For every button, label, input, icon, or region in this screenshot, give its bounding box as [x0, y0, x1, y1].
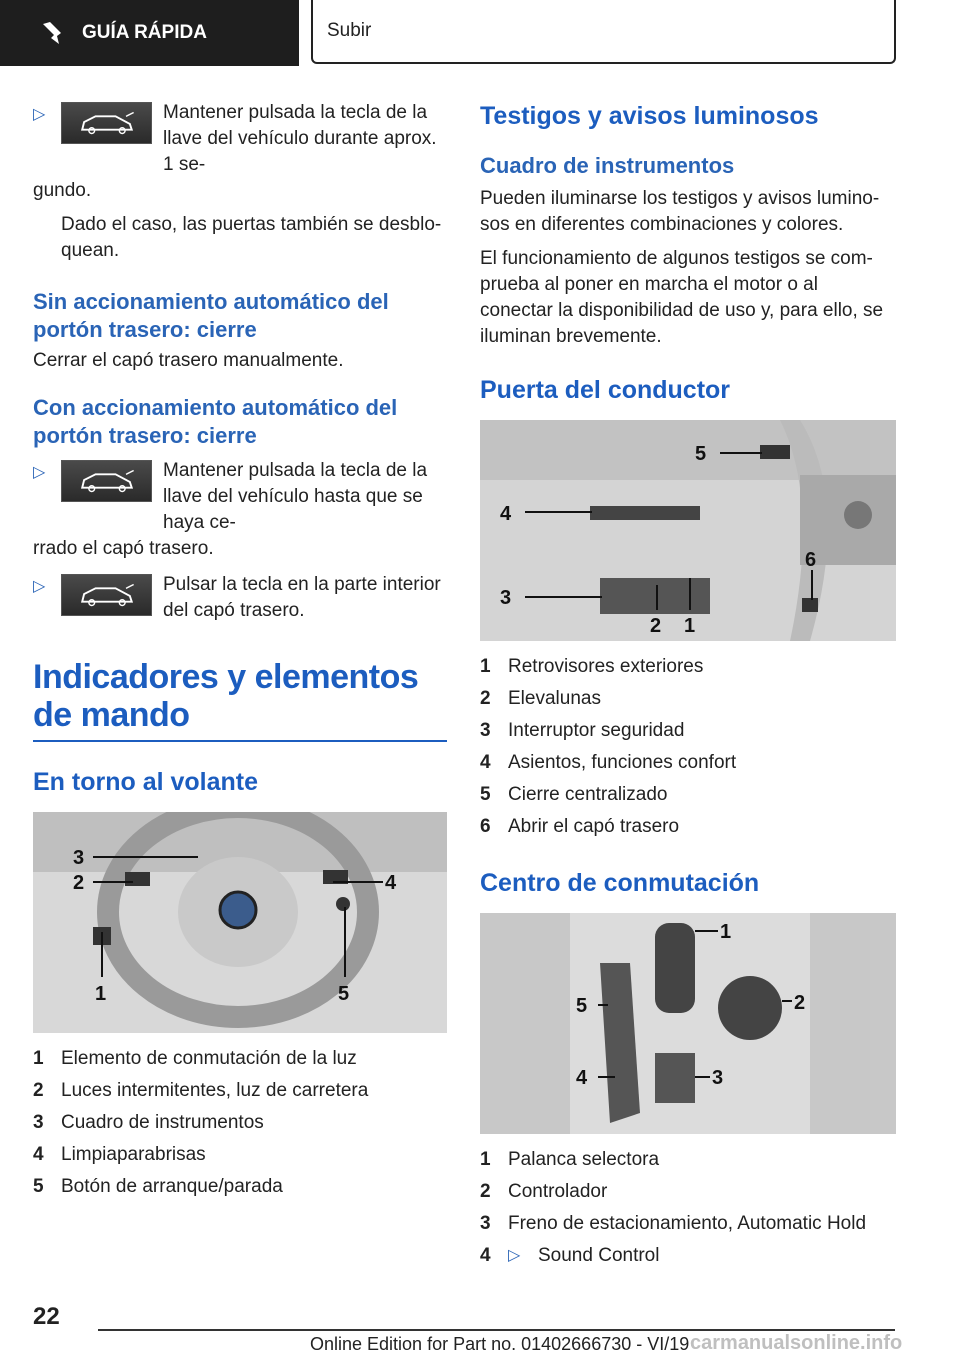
car-key-tailgate-icon [61, 574, 152, 616]
list-item: 5 Botón de arranque/parada [33, 1176, 283, 1197]
list-item: 5 Cierre centralizado [480, 784, 668, 805]
section-heading-volante: En torno al volante [33, 768, 259, 796]
top-navigation [0, 0, 960, 66]
center-console-legend [480, 1144, 896, 1272]
svg-text:5: 5 [576, 995, 588, 1017]
page-number: 22 [33, 1303, 60, 1330]
steering-wheel-photo [33, 812, 447, 1033]
left-column [33, 100, 447, 1203]
paragraph-sin: Cerrar el capó trasero manualmente. [33, 350, 344, 371]
svg-text:4: 4 [500, 503, 512, 525]
svg-text:3: 3 [712, 1067, 724, 1089]
instruction-text: Pulsar la tecla en la parte interior del capó trasero. [163, 574, 441, 621]
svg-text:5: 5 [338, 983, 350, 1005]
svg-text:3: 3 [73, 847, 85, 869]
chapter-rule [33, 740, 447, 742]
svg-text:1: 1 [720, 921, 732, 943]
svg-text:2: 2 [73, 872, 85, 894]
back-to-top-tab[interactable] [311, 0, 896, 64]
list-item: 1 Retrovisores exteriores [480, 656, 704, 677]
list-item: 3 Interruptor seguridad [480, 720, 685, 741]
bullet-icon: ▷ [33, 578, 46, 595]
list-item: 1 Palanca selectora [480, 1149, 660, 1170]
section-heading-con: Con accionamiento automático del portón trasero: cierre [33, 395, 398, 448]
list-item: 3 Cuadro de instrumentos [33, 1112, 264, 1133]
edition-text: Online Edition for Part no. 01402666730 - VI/19 [310, 1334, 690, 1354]
bullet-icon: ▷ [33, 106, 46, 123]
svg-text:1: 1 [95, 983, 107, 1005]
quick-guide-icon [40, 20, 70, 46]
list-item: 4 ▷ Sound Control [480, 1240, 896, 1272]
quick-guide-tab[interactable] [0, 0, 299, 66]
center-console-photo [480, 913, 896, 1134]
svg-text:6: 6 [805, 549, 817, 571]
instruction-continuation: rrado el capó trasero. [33, 538, 214, 559]
driver-door-photo [480, 420, 896, 641]
svg-text:4: 4 [385, 872, 397, 894]
back-to-top-label: Subir [327, 20, 372, 41]
footer-rule [98, 1329, 895, 1331]
subsection-heading-cuadro: Cuadro de instrumentos [480, 153, 735, 178]
section-heading-puerta: Puerta del conductor [480, 376, 731, 404]
steering-wheel-legend [33, 1043, 447, 1203]
section-heading-testigos: Testigos y avisos luminosos [480, 102, 819, 130]
section-heading-sin: Sin accionamiento automático del portón trasero: cierre [33, 289, 389, 342]
section-heading-centro: Centro de conmutación [480, 869, 760, 897]
svg-text:5: 5 [695, 443, 707, 465]
paragraph: Pueden iluminarse los testigos y avisos lumino-sos en diferentes combinaciones y colores. [480, 188, 880, 235]
quick-guide-label: GUÍA RÁPIDA [82, 22, 207, 43]
car-key-tailgate-icon [61, 102, 152, 144]
list-item: 2 Elevalunas [480, 688, 601, 709]
instruction-item [33, 458, 447, 536]
svg-text:1: 1 [684, 615, 696, 637]
list-item: 2 Controlador [480, 1181, 608, 1202]
watermark: carmanualsonline.info [690, 1332, 903, 1354]
list-item: 4 Limpiaparabrisas [33, 1144, 206, 1165]
paragraph: El funcionamiento de algunos testigos se com-prueba al poner en marcha el motor o al conectar la disponibilidad de uso y, para ello, se iluminan brevemente. [480, 248, 884, 347]
instruction-text: Mantener pulsada la tecla de la llave del vehículo hasta que se haya ce- [163, 460, 428, 533]
svg-text:2: 2 [794, 992, 806, 1014]
list-item: 1 Elemento de conmutación de la luz [33, 1048, 357, 1069]
instruction-note: Dado el caso, las puertas también se desblo-quean. [61, 214, 442, 261]
instruction-item [33, 572, 447, 624]
bullet-icon: ▷ [508, 1247, 521, 1264]
right-column [480, 100, 896, 1272]
driver-door-legend [480, 651, 896, 843]
list-item: 2 Luces intermitentes, luz de carretera [33, 1080, 369, 1101]
list-item: 6 Abrir el capó trasero [480, 816, 680, 837]
instruction-item [33, 100, 447, 178]
svg-text:4: 4 [576, 1067, 588, 1089]
svg-text:3: 3 [500, 587, 512, 609]
instruction-text: Mantener pulsada la tecla de la llave del vehículo durante aprox. 1 se- [163, 102, 437, 175]
bullet-icon: ▷ [33, 464, 46, 481]
list-item: 3 Freno de estacionamiento, Automatic Hold [480, 1213, 867, 1234]
list-item: 4 Asientos, funciones confort [480, 752, 737, 773]
chapter-heading: Indicadores y elementos de mando [33, 658, 419, 734]
instruction-continuation: gundo. [33, 180, 92, 201]
car-key-tailgate-icon [61, 460, 152, 502]
svg-text:2: 2 [650, 615, 662, 637]
